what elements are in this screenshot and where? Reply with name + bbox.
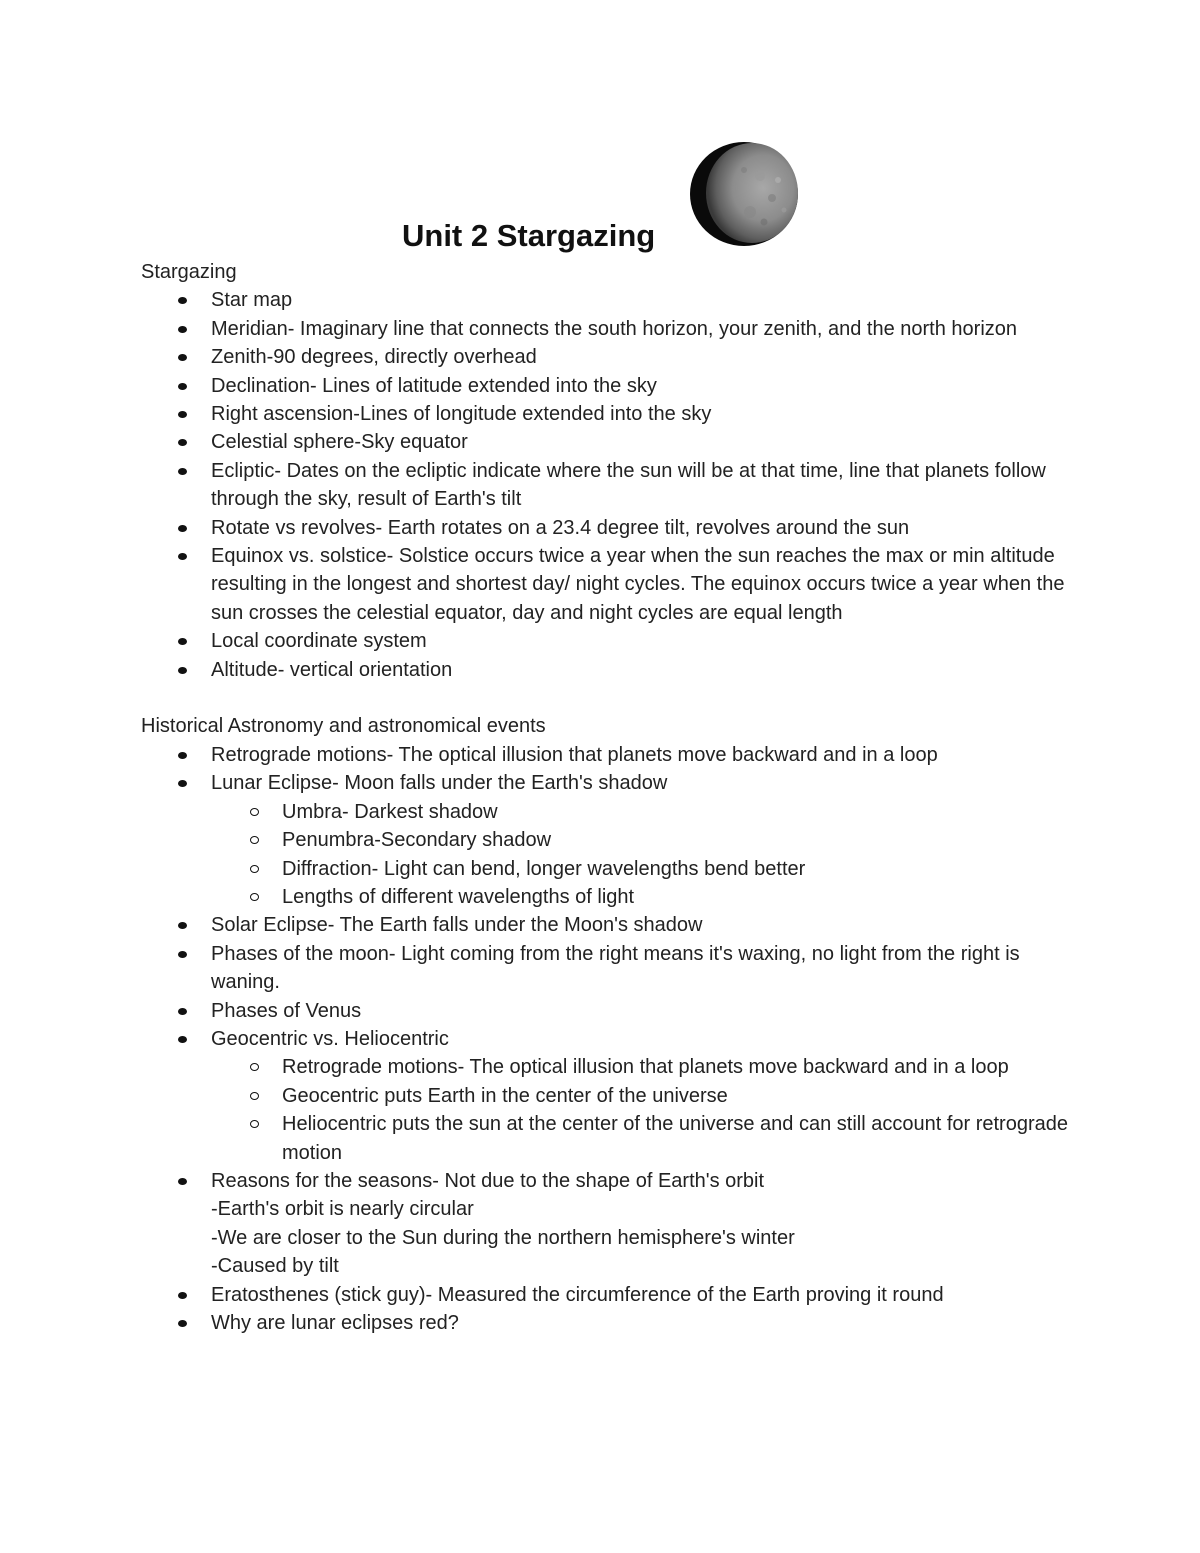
sub-list-item: Geocentric puts Earth in the center of the universe (282, 1082, 1071, 1110)
section-heading-historical-astronomy: Historical Astronomy and astronomical events (141, 715, 546, 738)
continuation-line: -We are closer to the Sun during the northern hemisphere's winter (211, 1226, 795, 1249)
bullet-icon (178, 1320, 187, 1327)
list-item: Zenith-90 degrees, directly overhead (211, 343, 1071, 371)
list-item: Eratosthenes (stick guy)- Measured the circumference of the Earth proving it round (211, 1281, 1071, 1309)
bullet-icon (178, 922, 187, 929)
list-item: Phases of Venus (211, 997, 1071, 1025)
bullet-icon (178, 525, 187, 532)
bullet-icon (178, 411, 187, 418)
bullet-icon (178, 1292, 187, 1299)
list-item: Why are lunar eclipses red? (211, 1309, 1071, 1337)
document-body (141, 258, 1071, 1337)
bullet-icon (178, 780, 187, 787)
bullet-icon (178, 354, 187, 361)
bullet-icon (178, 752, 187, 759)
page-title: Unit 2 Stargazing (402, 218, 656, 253)
sub-list (211, 1053, 1071, 1167)
list-item: Lunar Eclipse- Moon falls under the Earth's shadow Umbra- Darkest shadow Penumbra-Secondary shadow Diffraction- Light can bend, longer wavelengths bend better Lengths of different wavelengths of light (211, 769, 1071, 911)
list-item: Meridian- Imaginary line that connects the south horizon, your zenith, and the north horizon (211, 315, 1071, 343)
list-item: Right ascension-Lines of longitude extended into the sky (211, 400, 1071, 428)
bullet-icon (178, 553, 187, 560)
bullet-icon (178, 326, 187, 333)
list-item: Retrograde motions- The optical illusion that planets move backward and in a loop (211, 741, 1071, 769)
bullet-icon (178, 638, 187, 645)
sub-list-item: Lengths of different wavelengths of light (282, 883, 1071, 911)
hollow-bullet-icon (250, 893, 259, 901)
bullet-icon (178, 1178, 187, 1185)
bullet-icon (178, 383, 187, 390)
hollow-bullet-icon (250, 1120, 259, 1128)
sub-list-item: Retrograde motions- The optical illusion that planets move backward and in a loop (282, 1053, 1071, 1081)
list-item: Local coordinate system (211, 627, 1071, 655)
list-item: Celestial sphere-Sky equator (211, 428, 1071, 456)
bullet-icon (178, 667, 187, 674)
bullet-icon (178, 1036, 187, 1043)
list-item: Phases of the moon- Light coming from the right means it's waxing, no light from the right is waning. (211, 940, 1071, 997)
continuation-line: -Caused by tilt (211, 1255, 339, 1278)
section-heading-stargazing: Stargazing (141, 261, 237, 283)
sub-list-item: Penumbra-Secondary shadow (282, 826, 1071, 854)
bullet-icon (178, 951, 187, 958)
bullet-icon (178, 468, 187, 475)
hollow-bullet-icon (250, 865, 259, 873)
list-item: Star map (211, 286, 1071, 314)
historical-astronomy-list (141, 741, 1071, 1338)
hollow-bullet-icon (250, 836, 259, 844)
sub-list-item: Heliocentric puts the sun at the center of the universe and can still account for retrograde motion (282, 1110, 1071, 1167)
hollow-bullet-icon (250, 1063, 259, 1071)
list-item: Solar Eclipse- The Earth falls under the Moon's shadow (211, 911, 1071, 939)
sub-list-item: Umbra- Darkest shadow (282, 798, 1071, 826)
hollow-bullet-icon (250, 1092, 259, 1100)
list-item: Equinox vs. solstice- Solstice occurs twice a year when the sun reaches the max or min altitude resulting in the longest and shortest day/ night cycles. The equinox occurs twice a year when the sun crosses the celestial equator, day and night cycles are equal length (211, 542, 1071, 627)
hollow-bullet-icon (250, 808, 259, 816)
list-item: Reasons for the seasons- Not due to the shape of Earth's orbit -Earth's orbit is nearly circular -We are closer to the Sun during the northern hemisphere's winter -Caused by tilt (211, 1167, 1071, 1281)
sub-list (211, 798, 1071, 912)
bullet-icon (178, 297, 187, 304)
moon-icon (686, 140, 802, 248)
list-item: Altitude- vertical orientation (211, 656, 1071, 684)
bullet-icon (178, 1008, 187, 1015)
list-item: Ecliptic- Dates on the ecliptic indicate where the sun will be at that time, line that planets follow through the sky, result of Earth's tilt (211, 457, 1071, 514)
list-item: Declination- Lines of latitude extended into the sky (211, 372, 1071, 400)
bullet-icon (178, 439, 187, 446)
sub-list-item: Diffraction- Light can bend, longer wavelengths bend better (282, 855, 1071, 883)
list-item: Geocentric vs. Heliocentric Retrograde motions- The optical illusion that planets move backward and in a loop Geocentric puts Earth in the center of the universe Heliocentric puts the sun at the center of the universe and can still account for retrograde motion (211, 1025, 1071, 1167)
list-item: Rotate vs revolves- Earth rotates on a 23.4 degree tilt, revolves around the sun (211, 514, 1071, 542)
section-spacer (141, 684, 1071, 712)
continuation-line: -Earth's orbit is nearly circular (211, 1198, 474, 1221)
stargazing-list (141, 286, 1071, 684)
